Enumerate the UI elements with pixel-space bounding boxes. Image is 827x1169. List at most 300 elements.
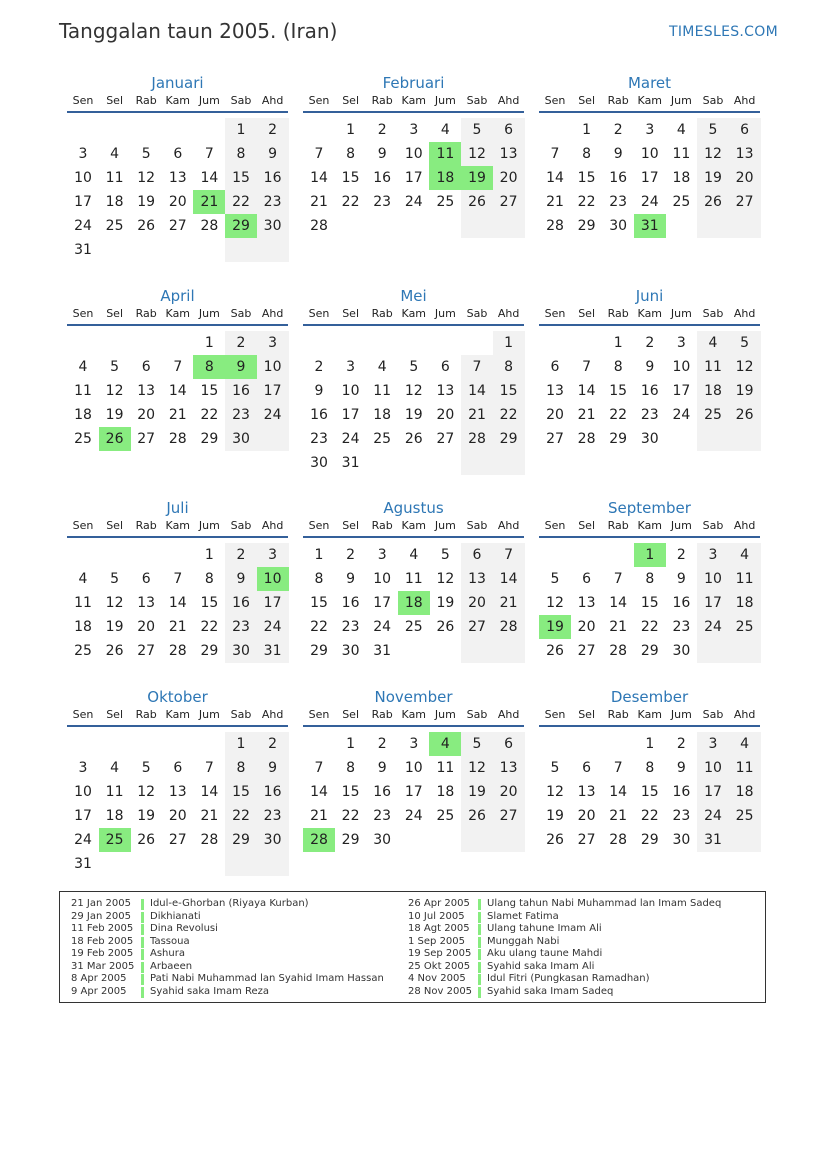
calendar-day[interactable]: 3: [697, 543, 729, 567]
calendar-day[interactable]: 15: [225, 166, 257, 190]
holiday-day[interactable]: 1: [634, 543, 666, 567]
calendar-day[interactable]: 31: [341, 455, 360, 471]
calendar-day[interactable]: 27: [168, 832, 187, 848]
calendar-day[interactable]: 2: [257, 118, 289, 142]
calendar-day[interactable]: 18: [436, 784, 455, 800]
calendar-day[interactable]: 13: [168, 170, 187, 186]
calendar-day[interactable]: 24: [404, 194, 423, 210]
calendar-day[interactable]: 26: [137, 832, 156, 848]
calendar-day[interactable]: 21: [168, 407, 187, 423]
calendar-day[interactable]: 28: [168, 431, 187, 447]
holiday-day[interactable]: 18: [429, 166, 461, 190]
calendar-day[interactable]: 20: [168, 194, 187, 210]
calendar-day[interactable]: 16: [341, 595, 360, 611]
calendar-day[interactable]: 8: [225, 756, 257, 780]
calendar-day[interactable]: 16: [640, 383, 659, 399]
calendar-day[interactable]: 11: [105, 170, 124, 186]
calendar-day[interactable]: 13: [137, 595, 156, 611]
calendar-day[interactable]: 31: [74, 856, 92, 872]
holiday-day[interactable]: 28: [303, 828, 335, 852]
calendar-day[interactable]: 9: [225, 567, 257, 591]
calendar-day[interactable]: 7: [582, 359, 592, 375]
calendar-day[interactable]: 22: [200, 407, 219, 423]
calendar-day[interactable]: 31: [74, 242, 92, 258]
calendar-day[interactable]: 24: [404, 808, 423, 824]
calendar-day[interactable]: 19: [404, 407, 423, 423]
calendar-day[interactable]: 15: [640, 784, 659, 800]
calendar-day[interactable]: 28: [609, 643, 628, 659]
calendar-day[interactable]: 5: [550, 571, 560, 587]
calendar-day[interactable]: 19: [436, 595, 455, 611]
calendar-day[interactable]: 23: [640, 407, 659, 423]
calendar-day[interactable]: 23: [672, 808, 691, 824]
calendar-day[interactable]: 10: [257, 355, 289, 379]
calendar-day[interactable]: 13: [436, 383, 455, 399]
holiday-day[interactable]: 10: [257, 567, 289, 591]
calendar-day[interactable]: 3: [78, 760, 88, 776]
calendar-day[interactable]: 30: [310, 455, 328, 471]
calendar-day[interactable]: 27: [493, 804, 525, 828]
calendar-day[interactable]: 24: [74, 218, 92, 234]
calendar-day[interactable]: 16: [373, 170, 392, 186]
calendar-day[interactable]: 3: [409, 122, 419, 138]
calendar-day[interactable]: 7: [613, 760, 623, 776]
holiday-day[interactable]: 18: [398, 591, 430, 615]
calendar-day[interactable]: 16: [225, 591, 257, 615]
calendar-day[interactable]: 12: [729, 355, 761, 379]
calendar-day[interactable]: 4: [78, 571, 88, 587]
calendar-day[interactable]: 23: [225, 403, 257, 427]
calendar-day[interactable]: 28: [493, 615, 525, 639]
calendar-day[interactable]: 26: [461, 804, 493, 828]
calendar-day[interactable]: 6: [173, 760, 183, 776]
calendar-day[interactable]: 27: [137, 431, 156, 447]
calendar-day[interactable]: 13: [493, 142, 525, 166]
calendar-day[interactable]: 19: [461, 780, 493, 804]
calendar-day[interactable]: 17: [697, 780, 729, 804]
calendar-day[interactable]: 23: [373, 808, 392, 824]
calendar-day[interactable]: 23: [609, 194, 628, 210]
calendar-day[interactable]: 14: [310, 784, 328, 800]
calendar-day[interactable]: 14: [493, 567, 525, 591]
calendar-day[interactable]: 27: [137, 643, 156, 659]
calendar-day[interactable]: 4: [409, 547, 419, 563]
calendar-day[interactable]: 25: [436, 194, 455, 210]
calendar-day[interactable]: 2: [676, 736, 686, 752]
calendar-day[interactable]: 2: [314, 359, 324, 375]
calendar-day[interactable]: 3: [409, 736, 419, 752]
calendar-day[interactable]: 8: [582, 146, 592, 162]
holiday-day[interactable]: 31: [634, 214, 666, 238]
calendar-day[interactable]: 11: [373, 383, 392, 399]
calendar-day[interactable]: 29: [609, 431, 628, 447]
calendar-day[interactable]: 4: [377, 359, 387, 375]
calendar-day[interactable]: 23: [373, 194, 392, 210]
calendar-day[interactable]: 11: [404, 571, 423, 587]
calendar-day[interactable]: 14: [577, 383, 596, 399]
calendar-day[interactable]: 11: [436, 760, 455, 776]
calendar-day[interactable]: 22: [609, 407, 628, 423]
calendar-day[interactable]: 17: [74, 808, 92, 824]
calendar-day[interactable]: 24: [373, 619, 392, 635]
calendar-day[interactable]: 10: [74, 170, 92, 186]
calendar-day[interactable]: 9: [377, 760, 387, 776]
calendar-day[interactable]: 11: [729, 567, 761, 591]
calendar-day[interactable]: 9: [613, 146, 623, 162]
calendar-day[interactable]: 30: [609, 218, 628, 234]
calendar-day[interactable]: 17: [74, 194, 92, 210]
calendar-day[interactable]: 6: [550, 359, 560, 375]
calendar-day[interactable]: 28: [461, 427, 493, 451]
calendar-day[interactable]: 26: [546, 832, 564, 848]
calendar-day[interactable]: 29: [341, 832, 360, 848]
calendar-day[interactable]: 26: [546, 643, 564, 659]
calendar-day[interactable]: 20: [577, 808, 596, 824]
calendar-day[interactable]: 20: [436, 407, 455, 423]
calendar-day[interactable]: 18: [105, 808, 124, 824]
calendar-day[interactable]: 27: [577, 643, 596, 659]
calendar-day[interactable]: 2: [377, 736, 387, 752]
calendar-day[interactable]: 22: [200, 619, 219, 635]
calendar-day[interactable]: 5: [110, 359, 120, 375]
calendar-day[interactable]: 22: [640, 808, 659, 824]
calendar-day[interactable]: 20: [546, 407, 564, 423]
calendar-day[interactable]: 14: [310, 170, 328, 186]
calendar-day[interactable]: 16: [310, 407, 328, 423]
calendar-day[interactable]: 30: [672, 832, 691, 848]
calendar-day[interactable]: 5: [409, 359, 419, 375]
calendar-day[interactable]: 6: [582, 571, 592, 587]
calendar-day[interactable]: 22: [225, 190, 257, 214]
calendar-day[interactable]: 1: [225, 118, 257, 142]
calendar-day[interactable]: 30: [672, 643, 691, 659]
calendar-day[interactable]: 11: [74, 595, 92, 611]
calendar-day[interactable]: 7: [173, 359, 183, 375]
calendar-day[interactable]: 17: [373, 595, 392, 611]
calendar-day[interactable]: 21: [200, 808, 219, 824]
calendar-day[interactable]: 2: [676, 547, 686, 563]
holiday-day[interactable]: 19: [461, 166, 493, 190]
calendar-day[interactable]: 16: [257, 166, 289, 190]
calendar-day[interactable]: 25: [373, 431, 392, 447]
calendar-day[interactable]: 13: [729, 142, 761, 166]
calendar-day[interactable]: 6: [493, 118, 525, 142]
calendar-day[interactable]: 21: [577, 407, 596, 423]
calendar-day[interactable]: 17: [404, 784, 423, 800]
calendar-day[interactable]: 21: [310, 194, 328, 210]
calendar-day[interactable]: 5: [461, 118, 493, 142]
calendar-day[interactable]: 26: [436, 619, 455, 635]
calendar-day[interactable]: 7: [493, 543, 525, 567]
calendar-day[interactable]: 13: [461, 567, 493, 591]
calendar-day[interactable]: 23: [672, 619, 691, 635]
calendar-day[interactable]: 4: [729, 732, 761, 756]
calendar-day[interactable]: 25: [74, 643, 92, 659]
calendar-day[interactable]: 17: [257, 591, 289, 615]
calendar-day[interactable]: 27: [493, 190, 525, 214]
calendar-day[interactable]: 16: [225, 379, 257, 403]
calendar-day[interactable]: 19: [697, 166, 729, 190]
calendar-day[interactable]: 15: [341, 170, 360, 186]
calendar-day[interactable]: 12: [404, 383, 423, 399]
calendar-day[interactable]: 10: [404, 760, 423, 776]
calendar-day[interactable]: 6: [493, 732, 525, 756]
calendar-day[interactable]: 6: [173, 146, 183, 162]
calendar-day[interactable]: 14: [168, 383, 187, 399]
calendar-day[interactable]: 24: [697, 804, 729, 828]
calendar-day[interactable]: 3: [346, 359, 356, 375]
calendar-day[interactable]: 10: [672, 359, 691, 375]
calendar-day[interactable]: 25: [729, 615, 761, 639]
calendar-day[interactable]: 9: [377, 146, 387, 162]
holiday-day[interactable]: 29: [225, 214, 257, 238]
calendar-day[interactable]: 14: [200, 170, 219, 186]
calendar-day[interactable]: 10: [697, 567, 729, 591]
calendar-day[interactable]: 26: [105, 643, 124, 659]
calendar-day[interactable]: 28: [310, 218, 328, 234]
holiday-day[interactable]: 4: [429, 732, 461, 756]
calendar-day[interactable]: 11: [74, 383, 92, 399]
calendar-day[interactable]: 21: [168, 619, 187, 635]
calendar-day[interactable]: 21: [609, 808, 628, 824]
calendar-day[interactable]: 22: [310, 619, 328, 635]
calendar-day[interactable]: 6: [461, 543, 493, 567]
calendar-day[interactable]: 6: [141, 571, 151, 587]
calendar-day[interactable]: 12: [546, 784, 564, 800]
calendar-day[interactable]: 10: [341, 383, 360, 399]
calendar-day[interactable]: 3: [78, 146, 88, 162]
calendar-day[interactable]: 1: [346, 122, 356, 138]
calendar-day[interactable]: 13: [137, 383, 156, 399]
calendar-day[interactable]: 27: [546, 431, 564, 447]
calendar-day[interactable]: 22: [640, 619, 659, 635]
calendar-day[interactable]: 12: [137, 784, 156, 800]
calendar-day[interactable]: 12: [697, 142, 729, 166]
calendar-day[interactable]: 31: [257, 639, 289, 663]
calendar-day[interactable]: 5: [461, 732, 493, 756]
calendar-day[interactable]: 31: [373, 643, 392, 659]
calendar-day[interactable]: 18: [105, 194, 124, 210]
calendar-day[interactable]: 20: [137, 619, 156, 635]
calendar-day[interactable]: 26: [461, 190, 493, 214]
calendar-day[interactable]: 21: [493, 591, 525, 615]
calendar-day[interactable]: 5: [440, 547, 450, 563]
holiday-day[interactable]: 8: [193, 355, 225, 379]
calendar-day[interactable]: 6: [141, 359, 151, 375]
calendar-day[interactable]: 12: [461, 756, 493, 780]
calendar-day[interactable]: 6: [582, 760, 592, 776]
calendar-day[interactable]: 14: [200, 784, 219, 800]
calendar-day[interactable]: 16: [609, 170, 628, 186]
calendar-day[interactable]: 19: [546, 808, 564, 824]
calendar-day[interactable]: 23: [257, 804, 289, 828]
calendar-day[interactable]: 5: [729, 331, 761, 355]
calendar-day[interactable]: 29: [640, 643, 659, 659]
calendar-day[interactable]: 28: [609, 832, 628, 848]
calendar-day[interactable]: 21: [461, 403, 493, 427]
calendar-day[interactable]: 14: [546, 170, 564, 186]
calendar-day[interactable]: 24: [74, 832, 92, 848]
calendar-day[interactable]: 15: [609, 383, 628, 399]
calendar-day[interactable]: 5: [110, 571, 120, 587]
calendar-day[interactable]: 14: [609, 784, 628, 800]
calendar-day[interactable]: 26: [697, 190, 729, 214]
calendar-day[interactable]: 2: [613, 122, 623, 138]
calendar-day[interactable]: 9: [257, 756, 289, 780]
calendar-day[interactable]: 21: [546, 194, 564, 210]
calendar-day[interactable]: 12: [546, 595, 564, 611]
calendar-day[interactable]: 8: [346, 760, 356, 776]
calendar-day[interactable]: 17: [341, 407, 360, 423]
calendar-day[interactable]: 17: [257, 379, 289, 403]
calendar-day[interactable]: 7: [461, 355, 493, 379]
calendar-day[interactable]: 1: [314, 547, 324, 563]
calendar-day[interactable]: 27: [577, 832, 596, 848]
calendar-day[interactable]: 24: [640, 194, 659, 210]
calendar-day[interactable]: 21: [310, 808, 328, 824]
calendar-day[interactable]: 1: [645, 736, 655, 752]
calendar-day[interactable]: 1: [346, 736, 356, 752]
calendar-day[interactable]: 9: [676, 760, 686, 776]
calendar-day[interactable]: 20: [729, 166, 761, 190]
calendar-day[interactable]: 10: [640, 146, 659, 162]
calendar-day[interactable]: 1: [582, 122, 592, 138]
site-brand-link[interactable]: TIMESLES.COM: [669, 24, 778, 40]
calendar-day[interactable]: 13: [577, 784, 596, 800]
calendar-day[interactable]: 25: [697, 403, 729, 427]
calendar-day[interactable]: 1: [204, 335, 214, 351]
calendar-day[interactable]: 28: [168, 643, 187, 659]
calendar-day[interactable]: 15: [577, 170, 596, 186]
calendar-day[interactable]: 24: [257, 403, 289, 427]
calendar-day[interactable]: 30: [640, 431, 659, 447]
calendar-day[interactable]: 3: [257, 543, 289, 567]
calendar-day[interactable]: 12: [105, 383, 124, 399]
calendar-day[interactable]: 15: [200, 595, 219, 611]
calendar-day[interactable]: 7: [613, 571, 623, 587]
calendar-day[interactable]: 10: [404, 146, 423, 162]
calendar-day[interactable]: 29: [200, 643, 219, 659]
calendar-day[interactable]: 27: [729, 190, 761, 214]
calendar-day[interactable]: 1: [613, 335, 623, 351]
calendar-day[interactable]: 17: [404, 170, 423, 186]
calendar-day[interactable]: 25: [672, 194, 691, 210]
calendar-day[interactable]: 10: [373, 571, 392, 587]
calendar-day[interactable]: 4: [110, 760, 120, 776]
calendar-day[interactable]: 18: [672, 170, 691, 186]
calendar-day[interactable]: 2: [225, 543, 257, 567]
calendar-day[interactable]: 4: [78, 359, 88, 375]
calendar-day[interactable]: 5: [141, 760, 151, 776]
calendar-day[interactable]: 11: [672, 146, 691, 162]
calendar-day[interactable]: 30: [373, 832, 392, 848]
holiday-day[interactable]: 26: [99, 427, 131, 451]
calendar-day[interactable]: 25: [74, 431, 92, 447]
calendar-day[interactable]: 7: [204, 146, 214, 162]
calendar-day[interactable]: 15: [493, 379, 525, 403]
calendar-day[interactable]: 1: [493, 331, 525, 355]
calendar-day[interactable]: 20: [577, 619, 596, 635]
calendar-day[interactable]: 12: [461, 142, 493, 166]
calendar-day[interactable]: 24: [697, 615, 729, 639]
calendar-day[interactable]: 3: [377, 547, 387, 563]
calendar-day[interactable]: 26: [404, 431, 423, 447]
calendar-day[interactable]: 5: [697, 118, 729, 142]
calendar-day[interactable]: 14: [461, 379, 493, 403]
calendar-day[interactable]: 31: [697, 828, 729, 852]
calendar-day[interactable]: 18: [729, 780, 761, 804]
calendar-day[interactable]: 3: [676, 335, 686, 351]
calendar-day[interactable]: 7: [550, 146, 560, 162]
calendar-day[interactable]: 18: [74, 407, 92, 423]
calendar-day[interactable]: 9: [346, 571, 356, 587]
calendar-day[interactable]: 24: [672, 407, 691, 423]
calendar-day[interactable]: 2: [257, 732, 289, 756]
calendar-day[interactable]: 2: [346, 547, 356, 563]
calendar-day[interactable]: 18: [729, 591, 761, 615]
calendar-day[interactable]: 5: [141, 146, 151, 162]
calendar-day[interactable]: 19: [105, 407, 124, 423]
calendar-day[interactable]: 2: [645, 335, 655, 351]
calendar-day[interactable]: 8: [613, 359, 623, 375]
calendar-day[interactable]: 15: [225, 780, 257, 804]
calendar-day[interactable]: 1: [225, 732, 257, 756]
calendar-day[interactable]: 29: [493, 427, 525, 451]
calendar-day[interactable]: 29: [640, 832, 659, 848]
calendar-day[interactable]: 4: [676, 122, 686, 138]
calendar-day[interactable]: 26: [729, 403, 761, 427]
calendar-day[interactable]: 9: [676, 571, 686, 587]
calendar-day[interactable]: 22: [341, 808, 360, 824]
calendar-day[interactable]: 26: [137, 218, 156, 234]
calendar-day[interactable]: 20: [493, 166, 525, 190]
calendar-day[interactable]: 15: [640, 595, 659, 611]
calendar-day[interactable]: 28: [546, 218, 564, 234]
calendar-day[interactable]: 23: [257, 190, 289, 214]
calendar-day[interactable]: 25: [729, 804, 761, 828]
calendar-day[interactable]: 4: [697, 331, 729, 355]
calendar-day[interactable]: 30: [225, 427, 257, 451]
calendar-day[interactable]: 16: [257, 780, 289, 804]
calendar-day[interactable]: 29: [225, 828, 257, 852]
calendar-day[interactable]: 8: [645, 760, 655, 776]
calendar-day[interactable]: 11: [697, 355, 729, 379]
holiday-day[interactable]: 25: [99, 828, 131, 852]
calendar-day[interactable]: 8: [204, 571, 214, 587]
calendar-day[interactable]: 22: [577, 194, 596, 210]
calendar-day[interactable]: 15: [310, 595, 328, 611]
calendar-day[interactable]: 4: [729, 543, 761, 567]
calendar-day[interactable]: 30: [257, 828, 289, 852]
calendar-day[interactable]: 7: [173, 571, 183, 587]
calendar-day[interactable]: 16: [373, 784, 392, 800]
holiday-day[interactable]: 21: [193, 190, 225, 214]
calendar-day[interactable]: 22: [341, 194, 360, 210]
calendar-day[interactable]: 8: [346, 146, 356, 162]
calendar-day[interactable]: 3: [257, 331, 289, 355]
calendar-day[interactable]: 6: [440, 359, 450, 375]
calendar-day[interactable]: 8: [493, 355, 525, 379]
calendar-day[interactable]: 30: [341, 643, 360, 659]
calendar-day[interactable]: 29: [310, 643, 328, 659]
calendar-day[interactable]: 17: [672, 383, 691, 399]
calendar-day[interactable]: 19: [137, 808, 156, 824]
calendar-day[interactable]: 1: [204, 547, 214, 563]
calendar-day[interactable]: 13: [493, 756, 525, 780]
calendar-day[interactable]: 19: [105, 619, 124, 635]
calendar-day[interactable]: 12: [105, 595, 124, 611]
calendar-day[interactable]: 30: [225, 639, 257, 663]
